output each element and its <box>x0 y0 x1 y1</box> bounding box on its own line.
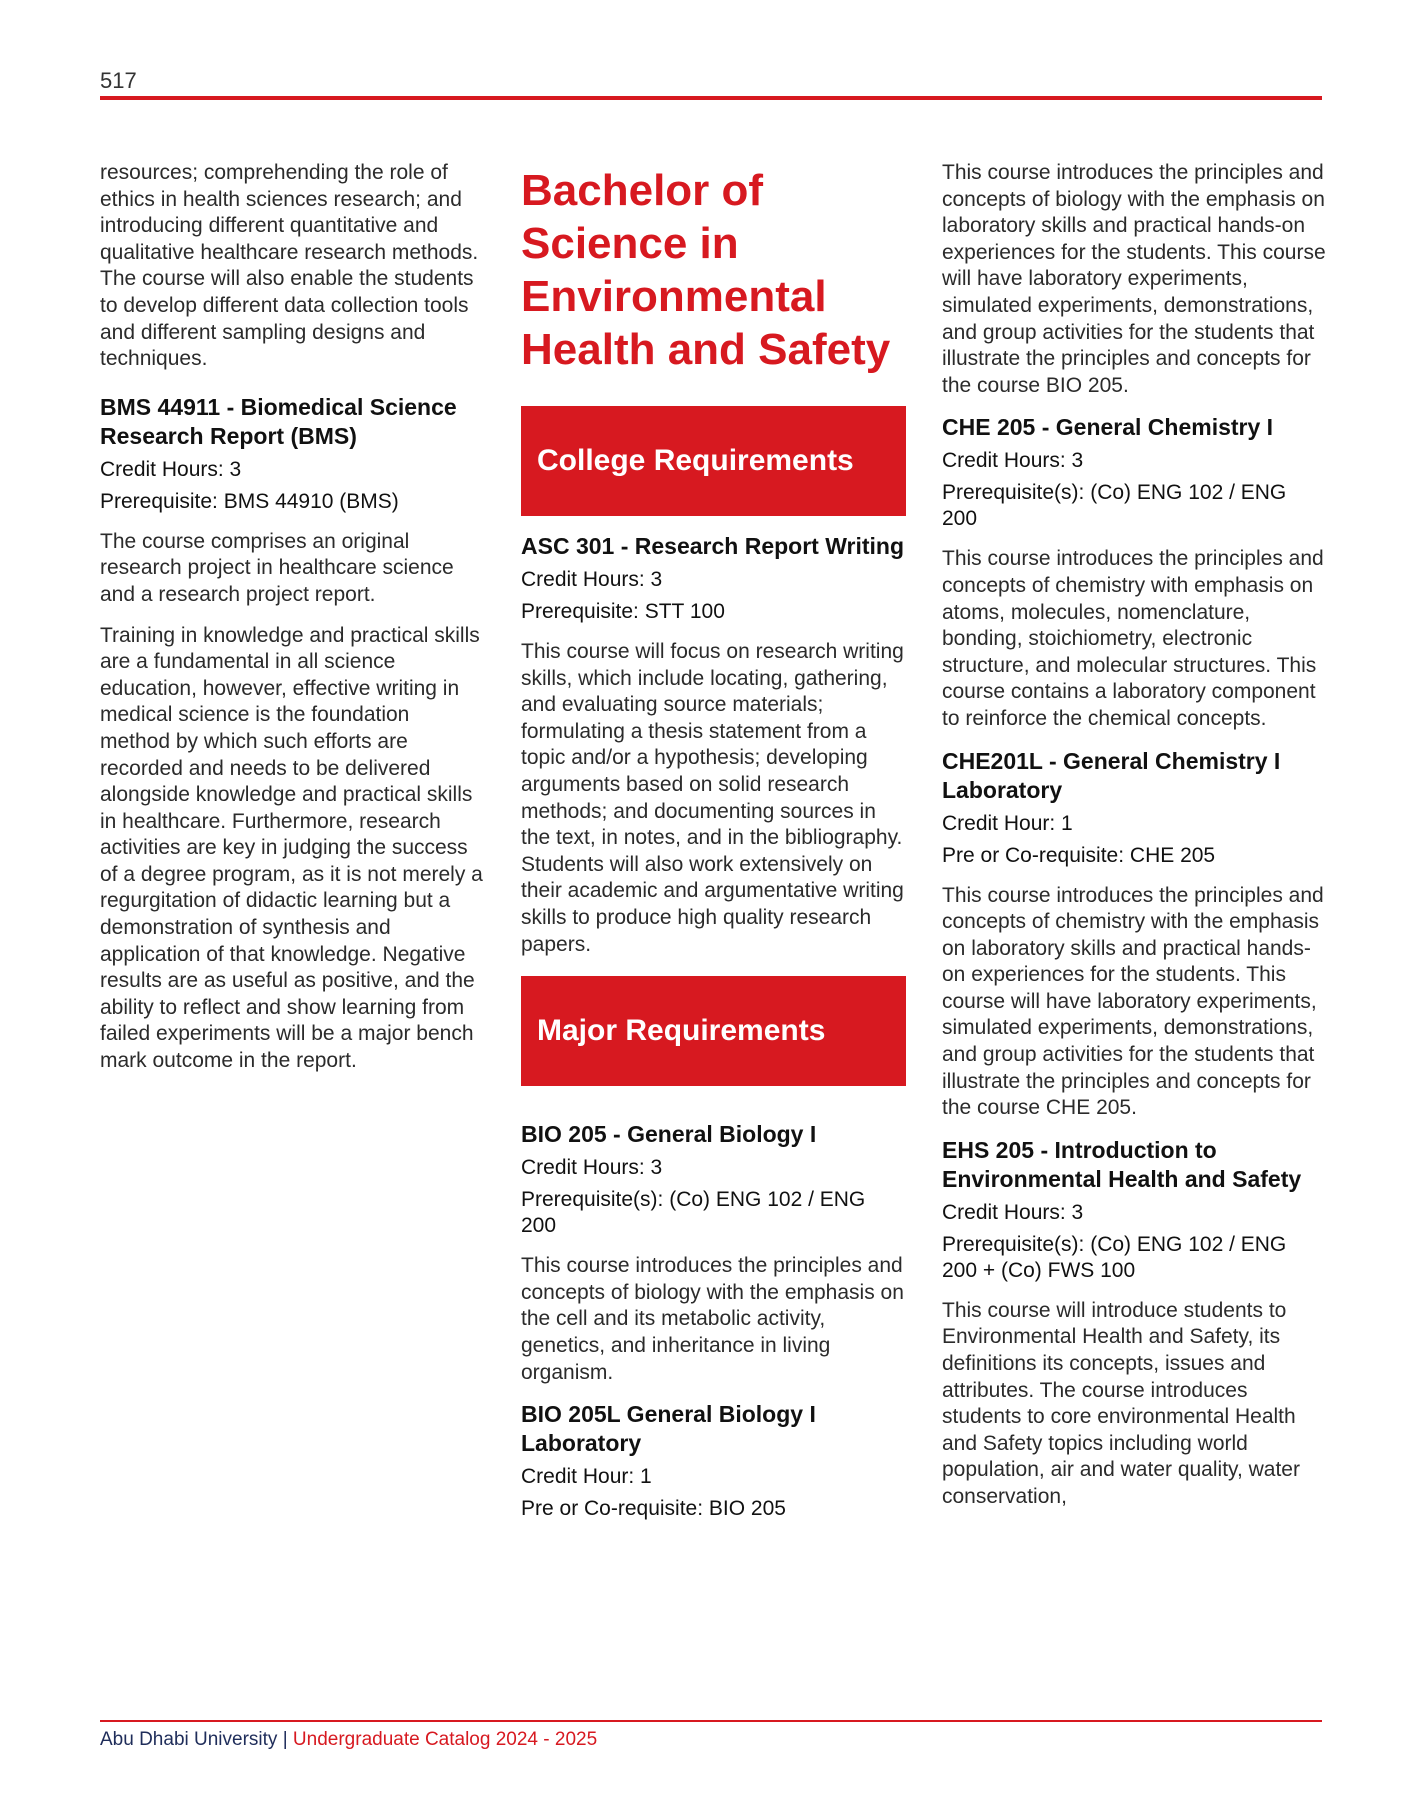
footer <box>100 1728 597 1752</box>
credit-hours: Credit Hours: 3 <box>942 449 1084 473</box>
course-title-che205: CHE 205 - General Chemistry I <box>942 414 1274 441</box>
column-left <box>100 160 485 1089</box>
course-title-asc301: ASC 301 - Research Report Writing <box>521 533 905 559</box>
course-description: This course introduces the principles and concepts of chemistry with the emphasis on laboratory skills and practical hands-on experiences for the students. This course will have laboratory experiments, simulated experiments, demonstrations, and group activities for the students that illustrate the principles and concepts for the course CHE 205. <box>942 883 1324 1120</box>
prerequisite: Pre or Co-requisite: BIO 205 <box>521 1497 786 1521</box>
course-title-che201l: CHE201L - General Chemistry I Laboratory <box>942 747 1281 803</box>
major-requirements-banner: Major Requirements <box>521 976 906 1086</box>
page-number: 517 <box>100 68 137 93</box>
footer-divider <box>100 1720 1322 1722</box>
prerequisite: Prerequisite: BMS 44910 (BMS) <box>100 489 399 513</box>
credit-hours: Credit Hours: 3 <box>521 568 663 591</box>
college-requirements-banner: College Requirements <box>521 406 906 516</box>
course-title-ehs205: EHS 205 - Introduction to Environmental Health and Safety <box>942 1136 1302 1192</box>
credit-hours: Credit Hour: 1 <box>942 811 1073 835</box>
column-right <box>942 160 1327 1525</box>
intro-paragraph: resources; comprehending the role of ethics in health sciences research; and introducing different quantitative and qualitative healthcare research methods. The course will also enable the students to develop different data collection tools and different sampling designs and techniques. <box>100 161 479 371</box>
course-title-bio205l: BIO 205L General Biology I Laboratory <box>521 1401 816 1457</box>
course-description: This course introduces the principles and concepts of biology with the emphasis on laboratory skills and practical hands-on experiences for the students. This course will have laboratory experiments, simulated experiments, demonstrations, and group activities for the students that illustrate the principles and concepts for the course BIO 205. <box>942 161 1326 397</box>
prerequisite: Prerequisite: STT 100 <box>521 600 725 623</box>
prerequisite: Prerequisite(s): (Co) ENG 102 / ENG 200 + (Co) FWS 100 <box>942 1232 1287 1282</box>
credit-hours: Credit Hours: 3 <box>942 1200 1084 1224</box>
course-description: This course introduces the principles and concepts of biology with the emphasis on the cell and its metabolic activity, genetics, and inheritance in living organism. <box>521 1254 904 1384</box>
footer-separator: | <box>282 1729 288 1750</box>
credit-hours: Credit Hours: 3 <box>521 1156 663 1180</box>
course-description: The course comprises an original research project in healthcare science and a research project report. <box>100 529 454 606</box>
course-description: This course will introduce students to Environmental Health and Safety, its definitions its concepts, issues and attributes. The course introduces students to core environmental Health and Safety topics including world population, air and water quality, water conservation, <box>942 1298 1300 1508</box>
course-description: This course introduces the principles and concepts of chemistry with emphasis on atoms, molecules, nomenclature, bonding, stoichiometry, electronic structure, and molecular structures. This course contains a laboratory component to reinforce the chemical concepts. <box>942 547 1324 730</box>
course-title-bio205: BIO 205 - General Biology I <box>521 1121 817 1148</box>
credit-hours: Credit Hour: 1 <box>521 1465 652 1489</box>
header-divider <box>100 96 1322 100</box>
footer-catalog-title: Undergraduate Catalog 2024 - 2025 <box>292 1729 598 1750</box>
prerequisite: Prerequisite(s): (Co) ENG 102 / ENG 200 <box>942 481 1287 531</box>
course-title-bms44911: BMS 44911 - Biomedical Science Research Report (BMS) <box>100 393 457 449</box>
course-description: This course will focus on research writing skills, which include locating, gathering, and evaluating source materials; formulating a thesis statement from a topic and/or a hypothesis; developing arguments based on solid research methods; and documenting sources in the text, in notes, and in the bibliography. Students will also work extensively on their academic and argumentative writing skills to produce high quality research papers. <box>521 640 904 956</box>
footer-university: Abu Dhabi University <box>100 1729 278 1750</box>
prerequisite: Prerequisite(s): (Co) ENG 102 / ENG 200 <box>521 1188 866 1238</box>
prerequisite: Pre or Co-requisite: CHE 205 <box>942 843 1216 867</box>
column-middle <box>521 160 906 1528</box>
course-description: Training in knowledge and practical skills are a fundamental in all science education, however, effective writing in medical science is the foundation method by which such efforts are recorded and needs to be delivered alongside knowledge and practical skills in healthcare. Furthermore, research activities are key in judging the success of a degree program, as it is not merely a regurgitation of didactic learning but a demonstration of synthesis and application of that knowledge. Negative results are as useful as positive, and the ability to reflect and show learning from failed experiments will be a major bench mark outcome in the report. <box>100 623 483 1073</box>
program-title: Bachelor of Science in Environmental Health and Safety <box>521 166 891 374</box>
credit-hours: Credit Hours: 3 <box>100 457 242 481</box>
